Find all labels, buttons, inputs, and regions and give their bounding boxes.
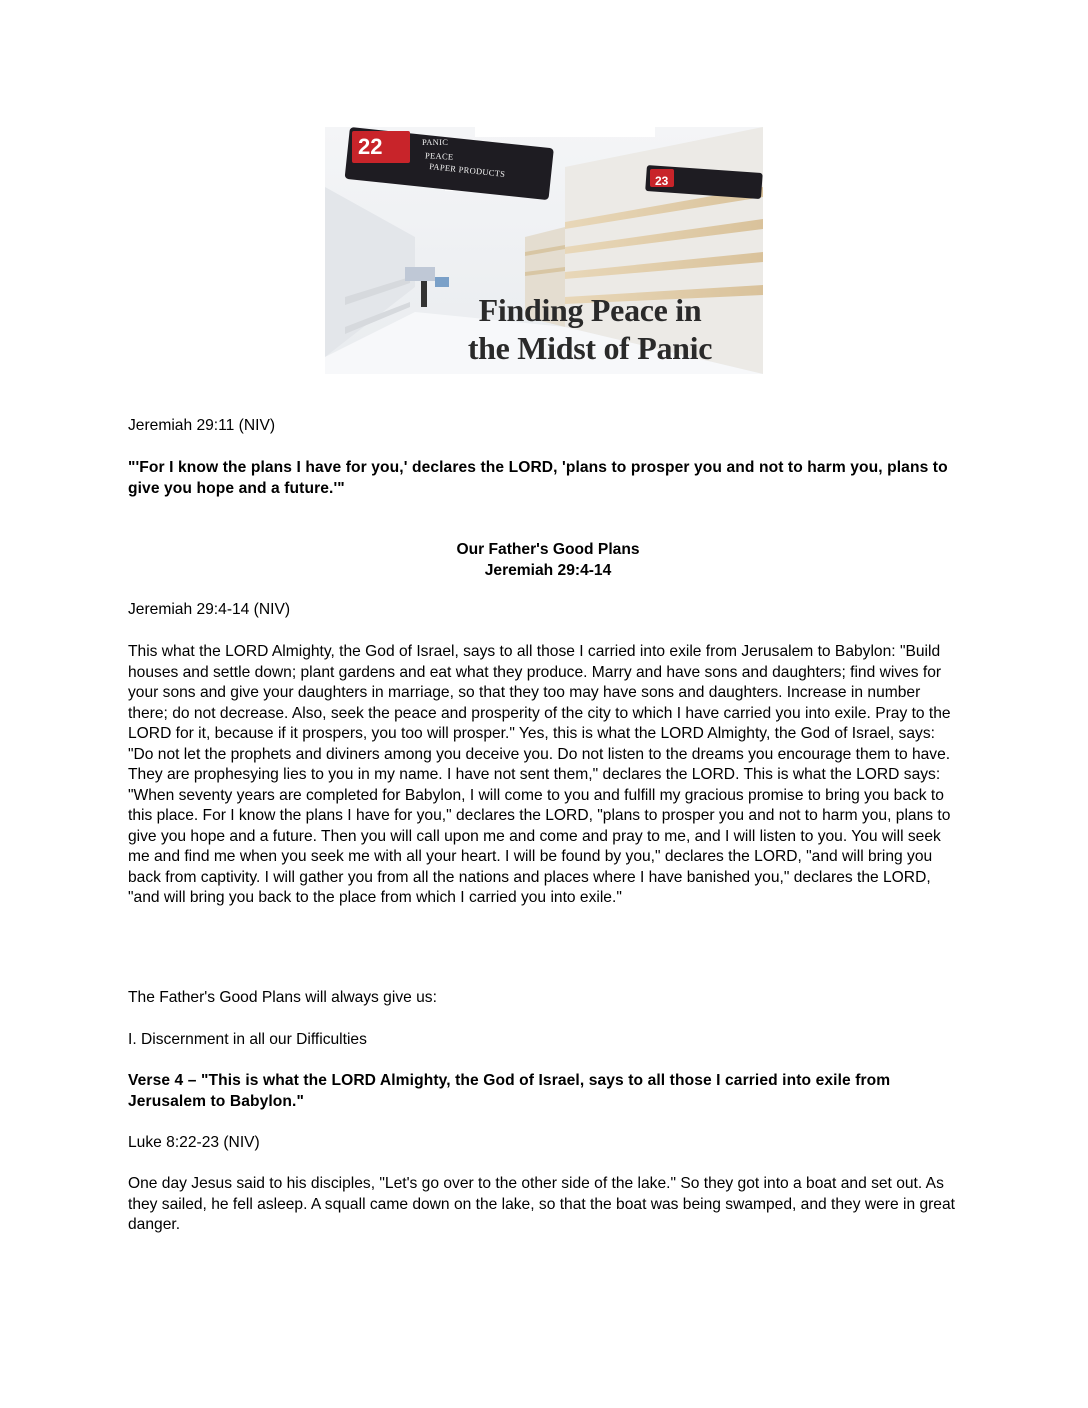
- aisle-sign-number-2: 23: [655, 174, 669, 188]
- banner-title: [420, 291, 760, 367]
- passage-text: This what the LORD Almighty, the God of Israel, says to all those I carried into exile from Jerusalem to Babylon: "Build houses and settle down; plant gardens and eat what they produce. Marry and have sons and daughters; find wives for your sons and give your daughters in marriage, so that they too may have sons and daughters. Increase in number there; do not decrease. Also, seek the peace and prosperity of the city to which I have carried you into exile. Pray to the LORD for it, because if it prospers, you too will prosper." Yes, this is what the LORD Almighty, the God of Israel, says: "Do not let the prophets and diviners among you deceive you. Do not listen to the dreams you encourage them to have. They are prophesying lies to you in my name. I have not sent them," declares the LORD. This is what the LORD says: "When seventy years are completed for Babylon, I will come to you and fulfill my gracious promise to bring you back to this place. For I know the plans I have for you," declares the LORD, "plans to prosper you and not to harm you, plans to give you hope and a future. Then you will call upon me and come and pray to me, and I will listen to you. You will seek me and find me when you seek me with all your heart. I will be found by you," declares the LORD, "and will bring you back from captivity. I will gather you from all the nations and places where I have banished you," declares the LORD, "and will bring you back to the place from which I carried you into exile.": [128, 643, 951, 906]
- banner-title-line-1: Finding Peace in: [478, 292, 702, 328]
- banner-title-line-2: the Midst of Panic: [467, 330, 713, 366]
- intro-line: The Father's Good Plans will always give us:: [128, 989, 437, 1006]
- section-title: Our Father's Good Plans: [456, 541, 640, 558]
- section-subtitle: Jeremiah 29:4-14: [484, 561, 612, 579]
- section-heading: [128, 540, 968, 581]
- aisle-sign-number: 22: [358, 134, 383, 159]
- verse-text: "'For I know the plans I have for you,' declares the LORD, 'plans to prosper you and not to harm you, plans to give you hope and a future.'": [128, 459, 948, 497]
- verse-text: Verse 4 – "This is what the LORD Almighty, the God of Israel, says to all those I carried into exile from Jerusalem to Babylon.": [128, 1072, 891, 1110]
- point-heading: I. Discernment in all our Difficulties: [128, 1031, 367, 1048]
- verse-reference: Luke 8:22-23 (NIV): [128, 1134, 260, 1151]
- verse-reference: Jeremiah 29:4-14 (NIV): [128, 601, 291, 618]
- aisle-sign-line: PAPER PRODUCTS: [428, 161, 506, 179]
- aisle-sign-line: PANIC: [422, 137, 449, 147]
- verse-reference: Jeremiah 29:11 (NIV): [128, 417, 276, 434]
- aisle-sign-line: PEACE: [424, 150, 454, 162]
- passage-text: One day Jesus said to his disciples, "Let's go over to the other side of the lake." So they got into a boat and set out. As they sailed, he fell asleep. A squall came down on the lake, so that the boat was being swamped, and they were in great danger.: [128, 1175, 955, 1233]
- banner-image: [325, 127, 763, 374]
